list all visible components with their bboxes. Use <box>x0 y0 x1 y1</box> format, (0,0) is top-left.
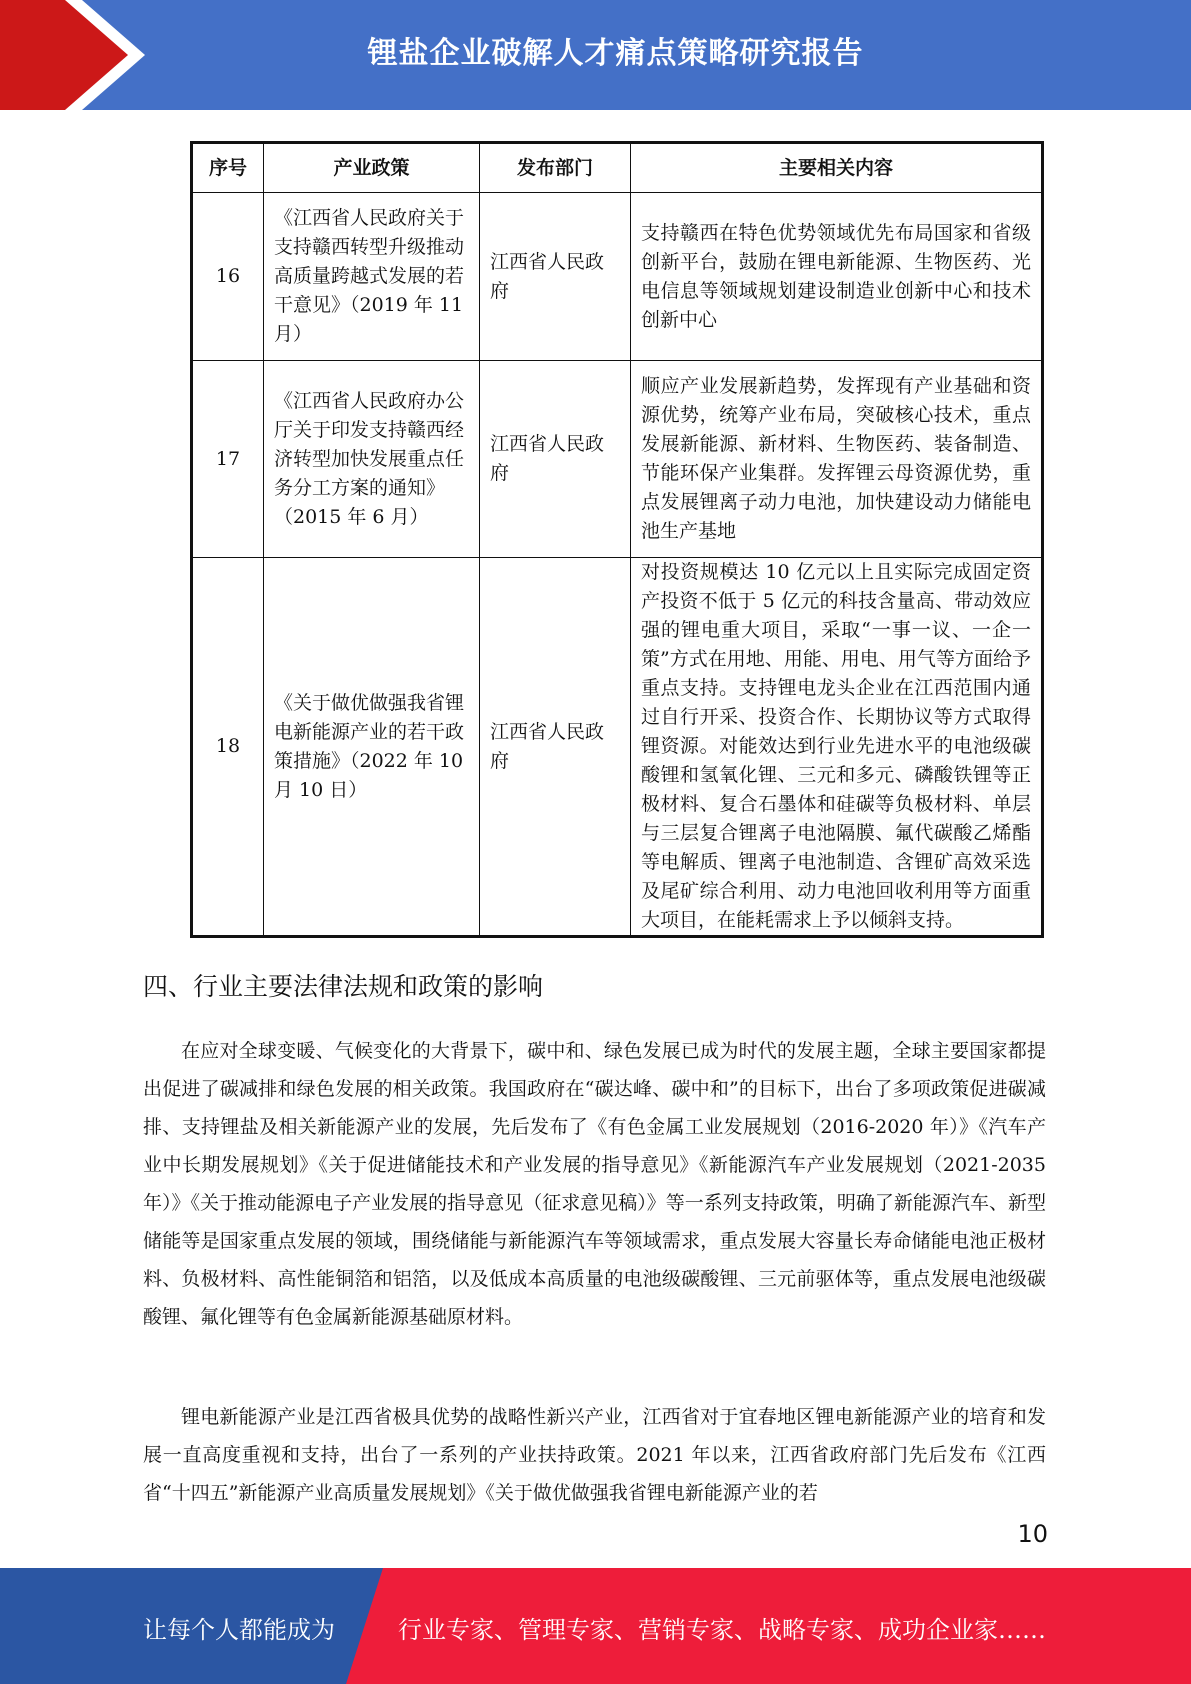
page-number: 10 <box>1017 1520 1048 1548</box>
row-number: 17 <box>192 361 264 558</box>
row-content: 对投资规模达 10 亿元以上且实际完成固定资产投资不低于 5 亿元的科技含量高、带动效应强的锂电重大项目，采取“一事一议、一企一策”方式在用地、用能、用电、用气等方面给予重点支持。支持锂电龙头企业在江西范围内通过自行开采、投资合作、长期协议等方式取得锂资源。对能效达到行业先进水平的电池级碳酸锂和氢氧化锂、三元和多元、磷酸铁锂等正极材料、复合石墨体和硅碳等负极材料、单层与三层复合锂离子电池隔膜、氟代碳酸乙烯酯等电解质、锂离子电池制造、含锂矿高效采选及尾矿综合利用、动力电池回收利用等方面重大项目，在能耗需求上予以倾斜支持。 <box>631 558 1043 937</box>
row-policy: 《江西省人民政府关于支持赣西转型升级推动高质量跨越式发展的若干意见》（2019 年 11 月） <box>264 193 480 361</box>
column-header-policy: 产业政策 <box>264 143 480 193</box>
table-row <box>192 193 1043 361</box>
row-content: 支持赣西在特色优势领域优先布局国家和省级创新平台，鼓励在锂电新能源、生物医药、光电信息等领域规划建设制造业创新中心和技术创新中心 <box>631 193 1043 361</box>
page-footer <box>0 1568 1191 1684</box>
row-dept: 江西省人民政府 <box>480 558 631 937</box>
column-header-no: 序号 <box>192 143 264 193</box>
column-header-dept: 发布部门 <box>480 143 631 193</box>
row-policy: 《江西省人民政府办公厅关于印发支持赣西经济转型加快发展重点任务分工方案的通知》（2015 年 6 月） <box>264 361 480 558</box>
report-title: 锂盐企业破解人才痛点策略研究报告 <box>367 36 864 71</box>
row-number: 16 <box>192 193 264 361</box>
table-header-row <box>192 143 1043 193</box>
body-paragraph: 在应对全球变暖、气候变化的大背景下，碳中和、绿色发展已成为时代的发展主题，全球主要国家都提出促进了碳减排和绿色发展的相关政策。我国政府在“碳达峰、碳中和”的目标下，出台了多项政策促进碳减排、支持锂盐及相关新能源产业的发展，先后发布了《有色金属工业发展规划（2016-2020 年）》《汽车产业中长期发展规划》《关于促进储能技术和产业发展的指导意见》《新能源汽车产业发展规划（2021-2035 年）》《关于推动能源电子产业发展的指导意见（征求意见稿）》等一系列支持政策，明确了新能源汽车、新型储能等是国家重点发展的领域，围绕储能与新能源汽车等领域需求，重点发展大容量长寿命储能电池正极材料、负极材料、高性能铜箔和铝箔，以及低成本高质量的电池级碳酸锂、三元前驱体等，重点发展电池级碳酸锂、氟化锂等有色金属新能源基础原材料。 <box>143 1040 1046 1328</box>
section-heading: 四、行业主要法律法规和政策的影响 <box>143 972 544 1001</box>
policy-table <box>190 141 1044 938</box>
body-paragraph: 锂电新能源产业是江西省极具优势的战略性新兴产业，江西省对于宜春地区锂电新能源产业的培育和发展一直高度重视和支持，出台了一系列的产业扶持政策。2021 年以来，江西省政府部门先后发布《江西省“十四五”新能源产业高质量发展规划》《关于做优做强我省锂电新能源产业的若 <box>143 1406 1046 1504</box>
row-policy: 《关于做优做强我省锂电新能源产业的若干政策措施》（2022 年 10 月 10 日） <box>264 558 480 937</box>
row-dept: 江西省人民政府 <box>480 361 631 558</box>
table-row <box>192 558 1043 937</box>
footer-slogan-left: 让每个人都能成为 <box>143 1616 335 1644</box>
page-header <box>0 0 1191 110</box>
row-number: 18 <box>192 558 264 937</box>
footer-slogan-right: 行业专家、管理专家、营销专家、战略专家、成功企业家…… <box>398 1616 1046 1644</box>
column-header-content: 主要相关内容 <box>631 143 1043 193</box>
row-content: 顺应产业发展新趋势，发挥现有产业基础和资源优势，统筹产业布局，突破核心技术，重点发展新能源、新材料、生物医药、装备制造、节能环保产业集群。发挥锂云母资源优势，重点发展锂离子动力电池，加快建设动力储能电池生产基地 <box>631 361 1043 558</box>
row-dept: 江西省人民政府 <box>480 193 631 361</box>
table-row <box>192 361 1043 558</box>
